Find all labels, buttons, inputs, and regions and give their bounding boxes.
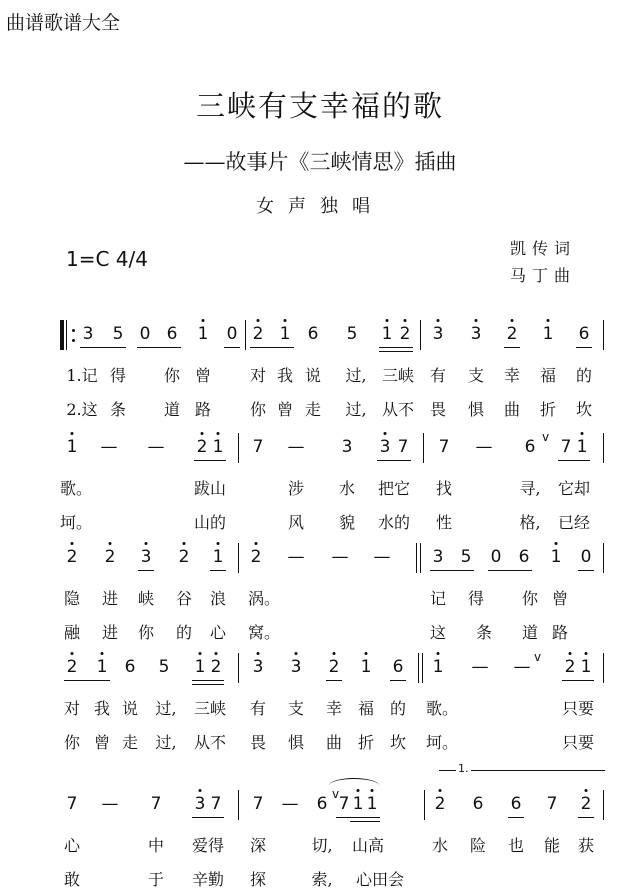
lyric-word: 山的 [193,513,227,532]
lyric-word: 你 [163,366,181,385]
underline [192,817,224,818]
lyric-word: 道 [163,400,181,419]
note: 6 [524,437,536,457]
volta-label: 1. [458,762,469,775]
lyric-word: 索, [311,870,333,889]
note: 1 [212,437,224,457]
octave-dot [217,542,220,545]
underline [194,460,226,461]
lyric-word: 你 [137,623,155,642]
note: 3 [82,324,94,344]
lyric-word: 三峡 [381,366,415,385]
note: — [475,437,493,457]
note: 3 [290,657,302,677]
lyric-word: 也 [507,836,525,855]
underline [138,570,154,571]
note: 2 [580,794,592,814]
barline [420,320,421,350]
lyric-word: 于 [147,870,165,889]
note: — [331,547,349,567]
underline [224,347,240,348]
note: 1 [197,324,209,344]
lyric-word: 路 [194,400,212,419]
lyric-word: 惧 [287,733,305,752]
lyric-word: 说 [304,366,322,385]
lyric-word: 歌。 [59,479,93,498]
underline [210,570,226,571]
octave-dot [581,432,584,435]
octave-dot [437,319,440,322]
lyric-word: 爱得 [191,836,225,855]
note: 5 [112,324,124,344]
breath-mark: v [332,787,340,801]
lyric-word: 辛勤 [191,870,225,889]
lyric-word: 福 [357,699,375,718]
lyric-word: 获 [577,836,595,855]
barline [603,790,604,820]
octave-dot [257,652,260,655]
note: 3 [140,547,152,567]
lyric-word: 它却 [557,479,591,498]
lyric-word: 你 [521,589,539,608]
note: 3 [341,437,353,457]
repeat-start-barline [60,320,64,350]
barline [418,653,419,683]
lyric-word: 2.这 [66,400,98,419]
note: 0 [226,324,238,344]
repeat-dot [72,339,75,342]
lyric-word: 深 [249,836,267,855]
octave-dot [71,652,74,655]
octave-dot [199,789,202,792]
octave-dot [384,432,387,435]
lyric-word: 敢 [63,870,81,889]
underline [379,347,413,348]
underline [576,347,592,348]
underline [508,817,524,818]
lyric-word: 畏 [429,400,447,419]
note: — [281,794,299,814]
note: 6 [316,794,328,814]
octave-dot [511,319,514,322]
barline [238,653,239,683]
song-title: 三峡有支幸福的歌 [195,89,444,123]
underline [137,347,181,348]
lyric-word: 我 [93,699,111,718]
note: 1 [550,547,562,567]
note: 7 [66,794,78,814]
octave-dot [569,652,572,655]
octave-dot [71,432,74,435]
lyric-word: 畏 [249,733,267,752]
note: 5 [158,657,170,677]
lyric-word: 曾 [194,366,212,385]
lyric-word: 记 [429,589,447,608]
note: 2 [328,657,340,677]
barline [603,543,604,573]
note: 2 [506,324,518,344]
octave-dot [386,319,389,322]
underline [80,347,126,348]
lyric-word: 进 [101,623,119,642]
note: 6 [518,547,530,567]
octave-dot [257,319,260,322]
lyric-word: 隐 [63,589,81,608]
lyric-word: 水 [338,479,356,498]
lyric-word: 过, [345,400,367,419]
lyric-word: 坷。 [59,513,93,532]
lyric-word: 过, [155,699,177,718]
lyric-word: 从不 [193,733,227,752]
note: 1 [194,657,206,677]
octave-dot [404,319,407,322]
note: 1 [432,657,444,677]
note: 1 [279,324,291,344]
note: 3 [379,437,391,457]
note: 0 [580,547,592,567]
lyric-word: 窝。 [247,623,281,642]
octave-dot [365,652,368,655]
note: 2 [178,547,190,567]
note: 2 [564,657,576,677]
note: 3 [432,324,444,344]
lyric-word: 的 [389,699,407,718]
underline [192,680,224,681]
barline [420,543,421,573]
note: 7 [560,437,572,457]
barline [238,790,239,820]
octave-dot [201,432,204,435]
octave-dot [255,542,258,545]
underline [350,821,380,822]
barline [416,543,417,573]
note: 1 [381,324,393,344]
lyric-word: 有 [249,699,267,718]
lyric-word: 心 [209,623,227,642]
note: 7 [438,437,450,457]
note: 1 [66,437,78,457]
note: 3 [432,547,444,567]
lyric-word: 曾 [276,400,294,419]
barline [423,433,424,463]
note: — [147,437,165,457]
lyric-word: 我 [276,366,294,385]
lyric-word: 风 [287,513,305,532]
octave-dot [284,319,287,322]
note: 6 [166,324,178,344]
note: 6 [307,324,319,344]
lyric-word: 曲 [325,733,343,752]
lyric-word: 浪 [209,589,227,608]
barline [238,543,239,573]
lyric-word: 幸 [325,699,343,718]
note: 2 [399,324,411,344]
underline [326,680,342,681]
barline [66,320,67,350]
lyric-word: 说 [121,699,139,718]
lyric-word: 寻, [519,479,541,498]
key-signature: 1=C 4/4 [66,247,148,271]
underline [192,684,224,685]
note: 1 [542,324,554,344]
lyric-word: 有 [429,366,447,385]
lyric-word: 的 [575,366,593,385]
octave-dot [202,319,205,322]
lyric-word: 山高 [351,836,385,855]
underline [250,347,294,348]
octave-dot [109,542,112,545]
underline [488,570,532,571]
lyric-word: 性 [435,513,453,532]
lyric-word: 找 [435,479,453,498]
note: 2 [250,547,262,567]
note: 1 [576,437,588,457]
note: 5 [460,547,472,567]
lyric-word: 支 [287,699,305,718]
note: 2 [434,794,446,814]
note: 7 [210,794,222,814]
lyric-word: 得 [109,366,127,385]
lyric-word: 把它 [377,479,411,498]
lyric-word: 曾 [551,589,569,608]
lyric-word: 水的 [377,513,411,532]
octave-dot [555,542,558,545]
note: 1 [96,657,108,677]
lyric-word: 1.记 [66,366,98,385]
lyric-word: 峡 [137,589,155,608]
note: 3 [194,794,206,814]
octave-dot [183,542,186,545]
barline [238,433,239,463]
note: 1 [212,547,224,567]
underline [336,817,380,818]
lyric-word: 走 [121,733,139,752]
note: 5 [346,324,358,344]
barline [603,653,604,683]
note: — [373,547,391,567]
note: — [513,657,531,677]
underline [64,680,110,681]
note: 2 [210,657,222,677]
note: — [471,657,489,677]
lyric-word: 坎 [575,400,593,419]
octave-dot [199,652,202,655]
lyric-word: 条 [109,400,127,419]
note: 2 [66,657,78,677]
lyric-word: 只要 [561,699,595,718]
note: 7 [397,437,409,457]
lyric-word: 的 [175,623,193,642]
lyric-word: 歌。 [425,699,459,718]
lyric-word: 你 [249,400,267,419]
note: 1 [366,794,378,814]
lyric-word: 心 [63,836,81,855]
note: — [287,437,305,457]
note: 0 [139,324,151,344]
lyric-word: 水 [431,836,449,855]
note: 3 [252,657,264,677]
lyric-word: 你 [63,733,81,752]
lyric-word: 曾 [93,733,111,752]
lyric-word: 格, [519,513,541,532]
lyric-word: 这 [429,623,447,642]
underline [562,680,594,681]
breath-mark: v [534,650,542,664]
octave-dot [585,652,588,655]
octave-dot [437,652,440,655]
note: 2 [104,547,116,567]
performance-type: 女声独唱 [256,196,384,217]
lyric-word: 已经 [557,513,591,532]
note: 6 [392,657,404,677]
underline [504,347,520,348]
underline [578,817,594,818]
underline [379,351,413,352]
note: 7 [546,794,558,814]
note: 7 [252,794,264,814]
lyric-word: 对 [249,366,267,385]
note: 0 [490,547,502,567]
barline [603,433,604,463]
repeat-dot [72,329,75,332]
underline [558,460,590,461]
note: 1 [580,657,592,677]
lyric-word: 福 [539,366,557,385]
lyric-word: 支 [467,366,485,385]
note: — [100,437,118,457]
site-label: 曲谱歌谱大全 [6,12,121,34]
lyric-word: 坎 [389,733,407,752]
octave-dot [357,789,360,792]
lyric-word: 坷。 [425,733,459,752]
lyric-word: 涡。 [247,589,281,608]
note: 6 [510,794,522,814]
note: 1 [352,794,364,814]
note: 6 [124,657,136,677]
barline [245,320,246,350]
note: 6 [578,324,590,344]
lyric-word: 从不 [381,400,415,419]
octave-dot [439,789,442,792]
note: 1 [360,657,372,677]
lyric-word: 进 [101,589,119,608]
octave-dot [333,652,336,655]
lyric-word: 心田会 [355,870,405,889]
note: 7 [338,794,350,814]
lyric-word: 貌 [338,513,356,532]
underline [377,460,411,461]
octave-dot [547,319,550,322]
barline [422,653,423,683]
octave-dot [585,789,588,792]
underline [578,570,594,571]
breath-mark: v [542,430,550,444]
lyric-word: 幸 [503,366,521,385]
octave-dot [217,432,220,435]
note: — [287,547,305,567]
lyric-word: 涉 [287,479,305,498]
lyric-word: 跋山 [193,479,227,498]
lyric-word: 折 [539,400,557,419]
lyric-word: 融 [63,623,81,642]
lyric-word: 过, [155,733,177,752]
lyric-word: 切, [311,836,333,855]
lyricist-credit: 凯传词 [510,239,577,258]
lyric-word: 探 [249,870,267,889]
lyric-word: 谷 [175,589,193,608]
octave-dot [295,652,298,655]
octave-dot [71,542,74,545]
underline [430,570,474,571]
note: — [101,794,119,814]
lyric-word: 路 [551,623,569,642]
lyric-word: 惧 [467,400,485,419]
lyric-word: 得 [467,589,485,608]
note: 7 [252,437,264,457]
underline [390,680,406,681]
note: 3 [470,324,482,344]
note: 2 [66,547,78,567]
barline [603,320,604,350]
lyric-word: 对 [63,699,81,718]
octave-dot [145,542,148,545]
notation-line [60,535,605,579]
lyric-word: 能 [543,836,561,855]
octave-dot [215,652,218,655]
lyric-word: 走 [304,400,322,419]
lyric-word: 道 [521,623,539,642]
song-subtitle: ——故事片《三峡情思》插曲 [183,150,457,174]
notation-line [60,645,605,689]
lyric-word: 中 [147,836,165,855]
note: 6 [472,794,484,814]
octave-dot [371,789,374,792]
lyric-word: 曲 [503,400,521,419]
lyric-word: 条 [475,623,493,642]
note: 7 [150,794,162,814]
notation-line [60,782,605,826]
composer-credit: 马丁曲 [510,266,577,285]
lyric-word: 险 [469,836,487,855]
lyric-word: 过, [345,366,367,385]
barline [424,790,425,820]
octave-dot [101,652,104,655]
note: 2 [196,437,208,457]
note: 2 [252,324,264,344]
lyric-word: 三峡 [193,699,227,718]
notation-line [60,312,605,356]
lyric-word: 折 [357,733,375,752]
notation-line [60,425,605,469]
lyric-word: 只要 [561,733,595,752]
octave-dot [475,319,478,322]
